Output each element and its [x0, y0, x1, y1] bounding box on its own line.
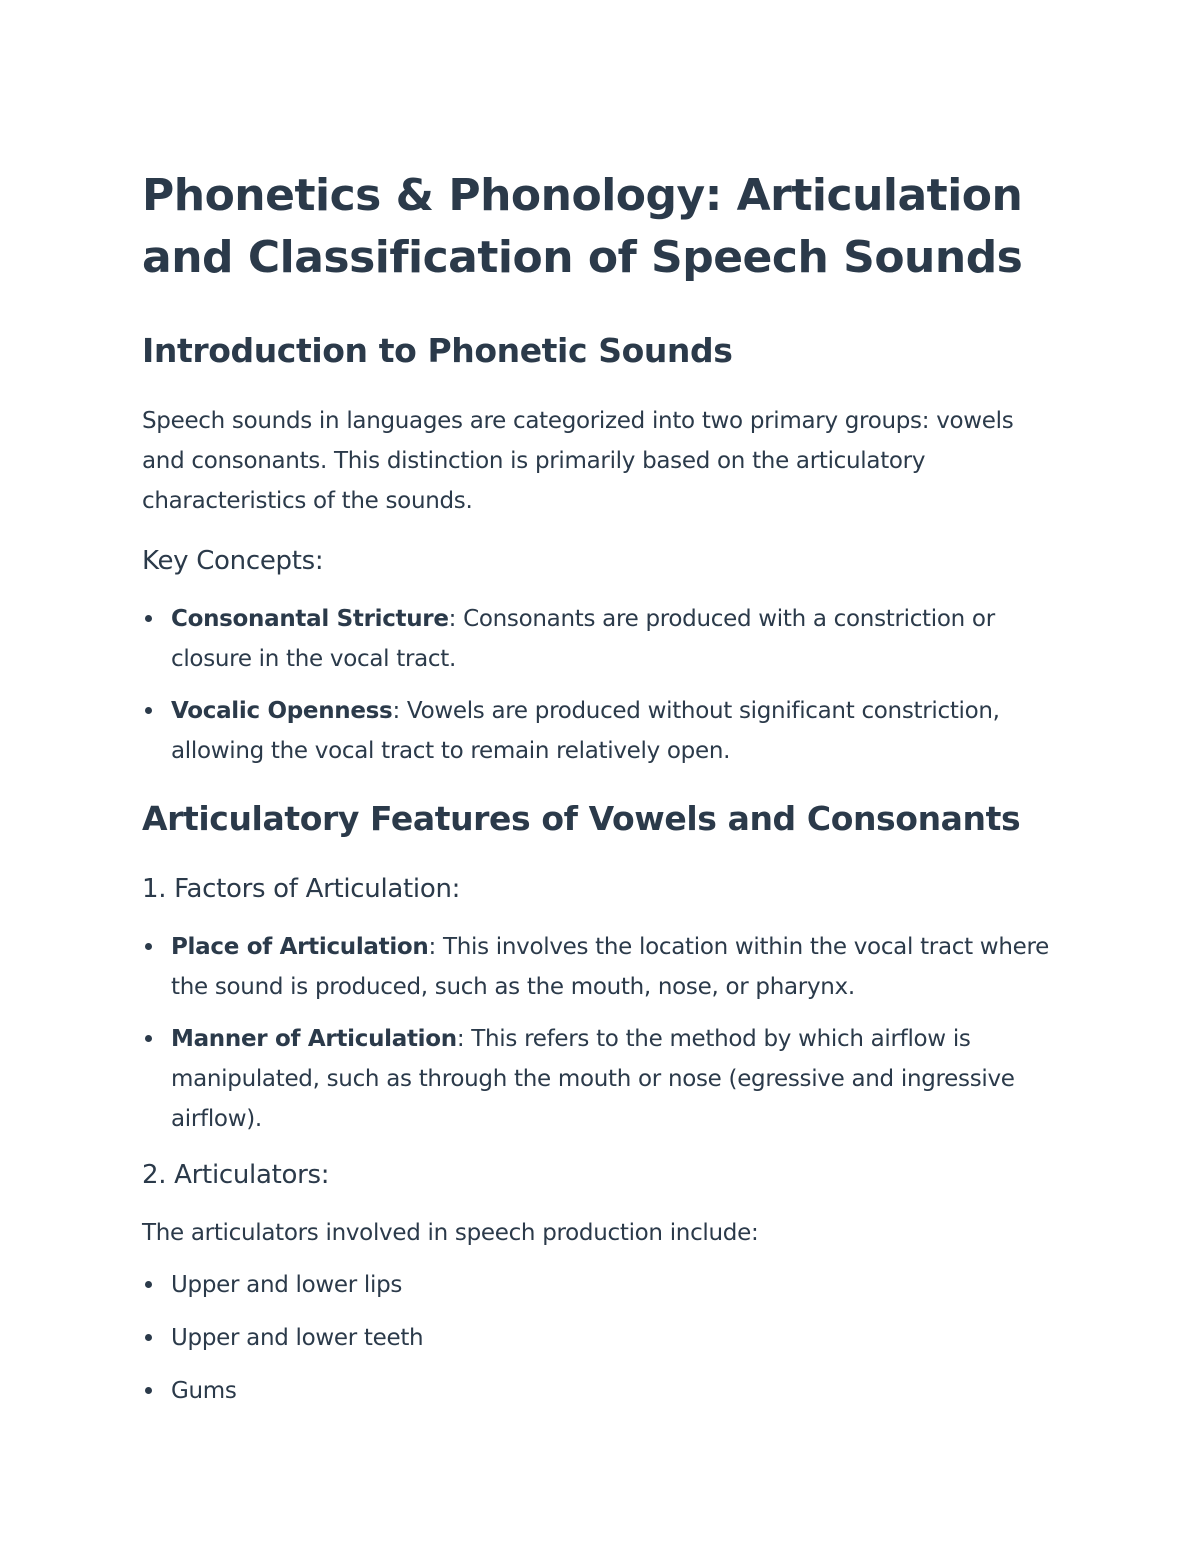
articulators-intro: The articulators involved in speech production include: [142, 1220, 759, 1246]
list-item-separator: : [456, 1026, 465, 1052]
key-concepts-heading: Key Concepts: [142, 546, 324, 576]
articulators-heading: 2. Articulators: [142, 1160, 330, 1190]
list-item-text: Upper and lower teeth [171, 1325, 424, 1351]
list-item-separator: : [392, 698, 400, 724]
list-item-text: Upper and lower lips [171, 1272, 403, 1298]
bullet-icon [145, 615, 152, 622]
document-title: Phonetics & Phonology: Articulation and Classification of Speech Sounds [142, 170, 1023, 283]
bullet-icon [145, 1334, 152, 1341]
list-item-text: Gums [171, 1378, 237, 1404]
list-item-text: This refers to the method by which airflow is manipulated, such as through the mouth or nose (egressive and ingressive airflow). [171, 1026, 1015, 1132]
list-item-term: Manner of Articulation [171, 1026, 457, 1052]
key-concepts-list [142, 599, 1058, 771]
bullet-icon [145, 1035, 152, 1042]
list-item-text: Consonants are produced with a constriction or closure in the vocal tract. [171, 606, 995, 672]
list-item-separator: : [448, 606, 457, 632]
articulators-list [142, 1265, 1058, 1411]
list-item [142, 599, 1058, 679]
factors-list [142, 927, 1058, 1139]
bullet-icon [145, 707, 152, 714]
list-item-text: Vowels are produced without significant constriction, allowing the vocal tract to remain relatively open. [171, 698, 1000, 764]
list-item-term: Consonantal Stricture [171, 606, 449, 632]
list-item-separator: : [428, 934, 436, 960]
bullet-icon [145, 1281, 152, 1288]
list-item-term: Vocalic Openness [171, 698, 393, 724]
section-heading-introduction: Introduction to Phonetic Sounds [142, 331, 733, 370]
list-item-text: This involves the location within the vocal tract where the sound is produced, such as the mouth, nose, or pharynx. [171, 934, 1049, 1000]
list-item [142, 1371, 1058, 1411]
list-item [142, 927, 1058, 1007]
list-item [142, 691, 1058, 771]
factors-heading: 1. Factors of Articulation: [142, 874, 461, 904]
list-item [142, 1265, 1058, 1305]
bullet-icon [145, 943, 152, 950]
list-item [142, 1019, 1058, 1139]
list-item-term: Place of Articulation [171, 934, 429, 960]
list-item [142, 1318, 1058, 1358]
intro-paragraph: Speech sounds in languages are categorized into two primary groups: vowels and consonants. This distinction is primarily based on the articulatory characteristics of the sounds. [142, 408, 1014, 514]
bullet-icon [145, 1387, 152, 1394]
section-heading-articulatory-features: Articulatory Features of Vowels and Consonants [142, 799, 1021, 838]
